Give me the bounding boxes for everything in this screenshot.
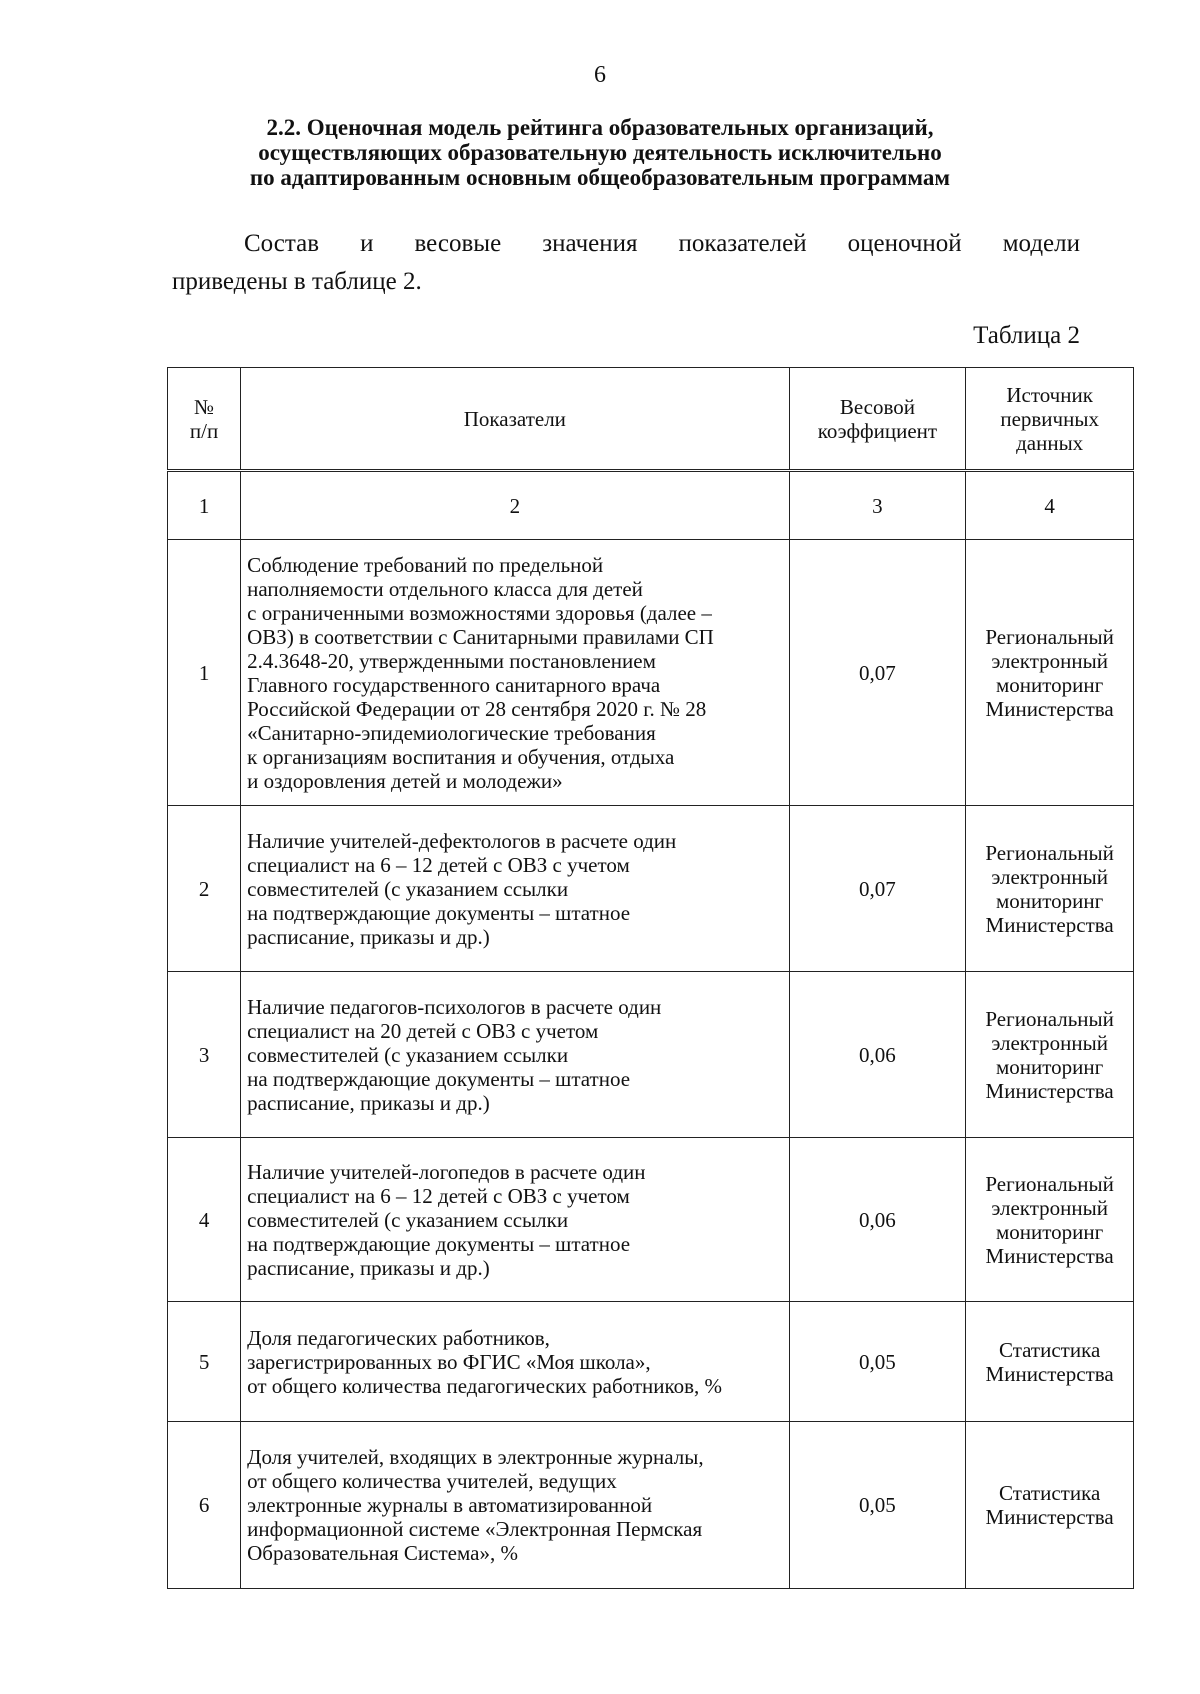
- heading-line-2: осуществляющих образовательную деятельность исключительно: [258, 140, 942, 165]
- row-num: 4: [168, 1138, 241, 1302]
- row-indicator: Доля учителей, входящих в электронные журналы, от общего количества учителей, ведущих электронные журналы в автоматизированной информационной системе «Электронная Пермская Образовательная Система», %: [241, 1422, 789, 1589]
- row-weight: 0,05: [789, 1422, 966, 1589]
- row-source: Региональный электронный мониторинг Министерства: [966, 972, 1134, 1138]
- row-indicator: Наличие учителей-дефектологов в расчете один специалист на 6 – 12 детей с ОВЗ с учетом совместителей (с указанием ссылки на подтверждающие документы – штатное расписание, приказы и др.): [241, 806, 789, 972]
- indicators-table: [167, 367, 1134, 1589]
- column-number: 3: [789, 471, 966, 540]
- row-indicator: Соблюдение требований по предельной наполняемости отдельного класса для детей с ограниченными возможностями здоровья (далее – ОВЗ) в соответствии с Санитарными правилами СП 2.4.3648-20, утвержденными постановлением Главного государственного санитарного врача Российской Федерации от 28 сентября 2020 г. № 28 «Санитарно-эпидемиологические требования к организациям воспитания и обучения, отдыха и оздоровления детей и молодежи»: [241, 540, 789, 806]
- row-source: Региональный электронный мониторинг Министерства: [966, 1138, 1134, 1302]
- page-number: 6: [594, 62, 606, 88]
- row-source: Статистика Министерства: [966, 1302, 1134, 1422]
- header-indicator: Показатели: [241, 368, 789, 471]
- row-num: 1: [168, 540, 241, 806]
- row-indicator: Наличие педагогов-психологов в расчете один специалист на 20 детей с ОВЗ с учетом совместителей (с указанием ссылки на подтверждающие документы – штатное расписание, приказы и др.): [241, 972, 789, 1138]
- intro-line-2: приведены в таблице 2.: [172, 268, 422, 295]
- header-num: № п/п: [168, 368, 241, 471]
- table-row: [168, 540, 1134, 806]
- column-number: 4: [966, 471, 1134, 540]
- table-row: [168, 1138, 1134, 1302]
- column-number-row: [168, 471, 1134, 540]
- row-source: Статистика Министерства: [966, 1422, 1134, 1589]
- table-row: [168, 1422, 1134, 1589]
- section-heading: [150, 115, 1050, 190]
- heading-line-3: по адаптированным основным общеобразовательным программам: [249, 165, 951, 190]
- row-indicator: Доля педагогических работников, зарегистрированных во ФГИС «Моя школа», от общего количества педагогических работников, %: [241, 1302, 789, 1422]
- intro-paragraph: [172, 225, 1080, 301]
- row-num: 6: [168, 1422, 241, 1589]
- table-row: [168, 806, 1134, 972]
- row-num: 3: [168, 972, 241, 1138]
- row-weight: 0,07: [789, 806, 966, 972]
- row-weight: 0,05: [789, 1302, 966, 1422]
- table-caption: Таблица 2: [973, 322, 1080, 349]
- row-source: Региональный электронный мониторинг Министерства: [966, 540, 1134, 806]
- header-weight: Весовой коэффициент: [789, 368, 966, 471]
- column-number: 2: [241, 471, 789, 540]
- table-header-row: [168, 368, 1134, 471]
- row-weight: 0,07: [789, 540, 966, 806]
- row-num: 2: [168, 806, 241, 972]
- row-weight: 0,06: [789, 1138, 966, 1302]
- row-indicator: Наличие учителей-логопедов в расчете один специалист на 6 – 12 детей с ОВЗ с учетом совместителей (с указанием ссылки на подтверждающие документы – штатное расписание, приказы и др.): [241, 1138, 789, 1302]
- row-source: Региональный электронный мониторинг Министерства: [966, 806, 1134, 972]
- column-number: 1: [168, 471, 241, 540]
- row-weight: 0,06: [789, 972, 966, 1138]
- heading-line-1: 2.2. Оценочная модель рейтинга образовательных организаций,: [266, 115, 934, 140]
- row-num: 5: [168, 1302, 241, 1422]
- header-source: Источник первичных данных: [966, 368, 1134, 471]
- intro-line-1: Состав и весовые значения показателей оценочной модели: [244, 230, 1080, 257]
- table-row: [168, 1302, 1134, 1422]
- table-row: [168, 972, 1134, 1138]
